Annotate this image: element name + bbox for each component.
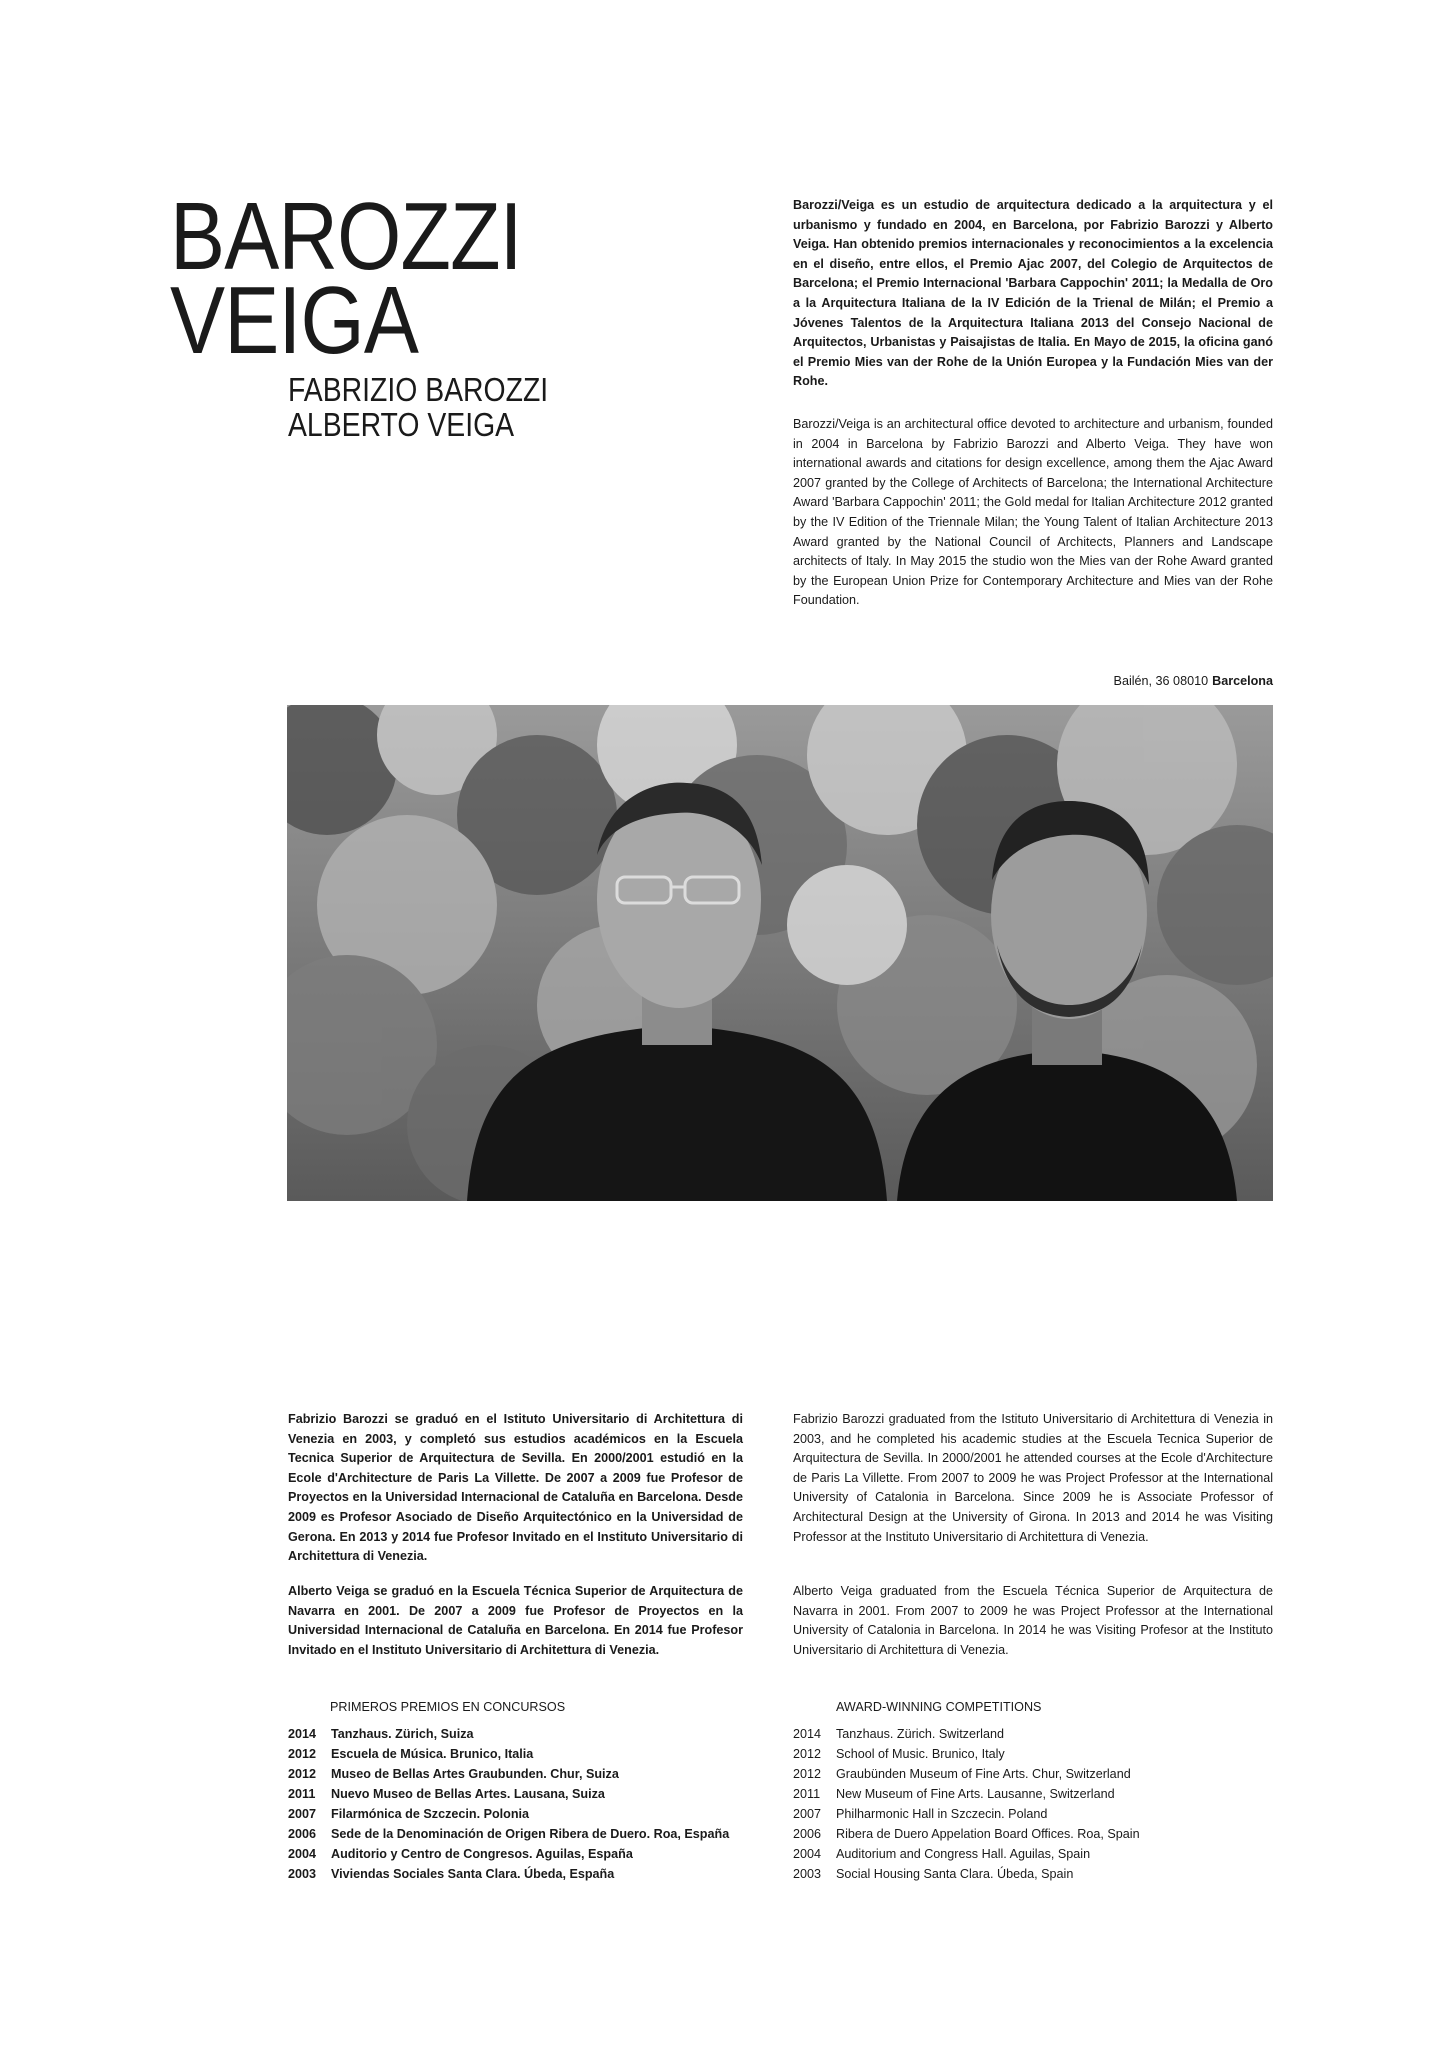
- award-year: 2012: [793, 1747, 822, 1761]
- partner-name: ALBERTO VEIGA: [288, 406, 515, 443]
- award-year: 2014: [793, 1727, 822, 1741]
- list-item: [288, 1864, 758, 1884]
- partner-names: [288, 372, 598, 442]
- award-year: 2006: [793, 1827, 822, 1841]
- intro-english: Barozzi/Veiga is an architectural office devoted to architecture and urbanism, founded in 2004 in Barcelona by Fabrizio Barozzi and Alberto Veiga. They have won international awards and citations for design excellence, among them the Ajac Award 2007 granted by the College of Architects of Barcelona; the International Architecture Award 'Barbara Cappochin' 2011; the Gold medal for Italian Architecture 2012 granted by the IV Edition of the Triennale Milan; the Young Talent of Italian Architecture 2013 Award granted by the National Council of Architects, Planners and Landscape architects of Italy. In May 2015 the studio won the Mies van der Rohe Award granted by the European Union Prize for Contemporary Architecture and Mies van der Rohe Foundation.: [793, 417, 1273, 608]
- bio-barozzi-es: Fabrizio Barozzi se graduó en el Istituto Universitario di Architettura di Venezia en 2003, y completó sus estudios académicos en la Escuela Tecnica Superior de Arquitectura de Sevilla. En 2000/2001 estudió en la Ecole d'Architecture de Paris La Villette. De 2007 a 2009 fue Profesor de Proyectos en la Universidad Internacional de Cataluña en Barcelona. Desde 2009 es Profesor Asociado de Diseño Arquitectónico en la Universidad de Gerona. En 2013 y 2014 fue Profesor Invitado en el Instituto Universitario di Architettura di Venezia.: [288, 1412, 743, 1564]
- award-title: Tanzhaus. Zürich. Switzerland: [836, 1727, 1004, 1741]
- award-title: Viviendas Sociales Santa Clara. Úbeda, España: [331, 1867, 615, 1881]
- list-item: [288, 1844, 758, 1864]
- awards-list-es: [288, 1724, 758, 1884]
- list-item: [793, 1844, 1273, 1864]
- list-item: [288, 1824, 758, 1844]
- awards-list-en: [793, 1724, 1273, 1884]
- award-year: 2004: [793, 1847, 822, 1861]
- award-year: 2007: [288, 1807, 317, 1821]
- address: [1000, 674, 1273, 688]
- bio-veiga-es: Alberto Veiga se graduó en la Escuela Técnica Superior de Arquitectura de Navarra en 2001. De 2007 a 2009 fue Profesor de Proyectos en la Universidad Internacional de Cataluña en Barcelona. En 2014 fue Profesor Invitado en el Instituto Universitario di Architettura di Venezia.: [288, 1584, 743, 1657]
- award-year: 2007: [793, 1807, 822, 1821]
- studio-title: [170, 183, 531, 374]
- portrait-photo-graphic: [287, 705, 1273, 1201]
- address-street: Bailén, 36 08010: [1113, 674, 1209, 688]
- award-year: 2011: [793, 1787, 821, 1801]
- list-item: [793, 1784, 1273, 1804]
- intro-spanish: Barozzi/Veiga es un estudio de arquitectura dedicado a la arquitectura y el urbanismo y fundado en 2004, en Barcelona, por Fabrizio Barozzi y Alberto Veiga. Han obtenido premios internacionales y reconocimientos a la excelencia en el diseño, entre ellos, el Premio Ajac 2007, del Colegio de Arquitectos de Barcelona; el Premio Internacional 'Barbara Cappochin' 2011; la Medalla de Oro a la Arquitectura Italiana de la IV Edición de la Trienal de Milán; el Premio a Jóvenes Talentos de la Arquitectura Italiana 2013 del Consejo Nacional de Arquitectos, Urbanistas y Paisajistas de Italia. En Mayo de 2015, la oficina ganó el Premio Mies van der Rohe de la Unión Europea y la Fundación Mies van der Rohe.: [793, 198, 1273, 389]
- award-title: School of Music. Brunico, Italy: [836, 1747, 1005, 1761]
- bio-veiga-en: Alberto Veiga graduated from the Escuela Técnica Superior de Arquitectura de Navarra in 2001. From 2007 to 2009 he was Project Professor at the International University of Catalonia in Barcelona. In 2014 he was Visiting Profesor at the Instituto Universitario di Architettura di Venezia.: [793, 1584, 1273, 1657]
- award-year: 2012: [288, 1767, 317, 1781]
- award-year: 2003: [288, 1867, 317, 1881]
- awards-heading-es: PRIMEROS PREMIOS EN CONCURSOS: [330, 1700, 566, 1714]
- award-title: Social Housing Santa Clara. Úbeda, Spain: [836, 1867, 1074, 1881]
- award-title: Ribera de Duero Appelation Board Offices. Roa, Spain: [836, 1827, 1140, 1841]
- studio-title-line1: BAROZZI: [170, 183, 522, 290]
- award-title: Graubünden Museum of Fine Arts. Chur, Switzerland: [836, 1767, 1131, 1781]
- award-title: Auditorio y Centro de Congresos. Aguilas, España: [331, 1847, 633, 1861]
- list-item: [288, 1804, 758, 1824]
- award-year: 2006: [288, 1827, 317, 1841]
- list-item: [793, 1724, 1273, 1744]
- award-year: 2012: [793, 1767, 822, 1781]
- award-title: Escuela de Música. Brunico, Italia: [331, 1747, 534, 1761]
- award-year: 2012: [288, 1747, 317, 1761]
- award-title: Auditorium and Congress Hall. Aguilas, Spain: [836, 1847, 1091, 1861]
- award-year: 2003: [793, 1867, 822, 1881]
- list-item: [793, 1744, 1273, 1764]
- awards-heading-en: AWARD-WINNING COMPETITIONS: [836, 1700, 1042, 1714]
- list-item: [793, 1804, 1273, 1824]
- award-title: Museo de Bellas Artes Graubunden. Chur, Suiza: [331, 1767, 619, 1781]
- studio-title-line2: VEIGA: [170, 267, 419, 374]
- list-item: [793, 1824, 1273, 1844]
- list-item: [288, 1784, 758, 1804]
- award-year: 2014: [288, 1727, 317, 1741]
- list-item: [288, 1764, 758, 1784]
- list-item: [793, 1764, 1273, 1784]
- list-item: [288, 1744, 758, 1764]
- list-item: [288, 1724, 758, 1744]
- award-title: Filarmónica de Szczecin. Polonia: [331, 1807, 530, 1821]
- award-title: Nuevo Museo de Bellas Artes. Lausana, Suiza: [331, 1787, 605, 1801]
- address-city: Barcelona: [1212, 674, 1273, 688]
- award-title: Philharmonic Hall in Szczecin. Poland: [836, 1807, 1048, 1821]
- award-title: Sede de la Denominación de Origen Ribera de Duero. Roa, España: [331, 1827, 730, 1841]
- award-title: New Museum of Fine Arts. Lausanne, Switzerland: [836, 1787, 1115, 1801]
- award-year: 2004: [288, 1847, 317, 1861]
- partner-name: FABRIZIO BAROZZI: [288, 371, 549, 408]
- award-year: 2011: [288, 1787, 316, 1801]
- portrait-photo: [287, 705, 1273, 1201]
- bio-barozzi-en: Fabrizio Barozzi graduated from the Istituto Universitario di Architettura di Venezia in 2003, and he completed his academic studies at the Escuela Tecnica Superior de Arquitectura de Sevilla. In 2000/2001 he attended courses at the Ecole d'Architecture de Paris La Villette. From 2007 to 2009 he was Project Professor at the International University of Catalonia in Barcelona. Since 2009 he is Associate Professor of Architectural Design at the University of Girona. In 2013 and 2014 he was Visiting Professor at the Instituto Universitario di Architettura di Venezia.: [793, 1412, 1273, 1544]
- award-title: Tanzhaus. Zürich, Suiza: [331, 1727, 474, 1741]
- list-item: [793, 1864, 1273, 1884]
